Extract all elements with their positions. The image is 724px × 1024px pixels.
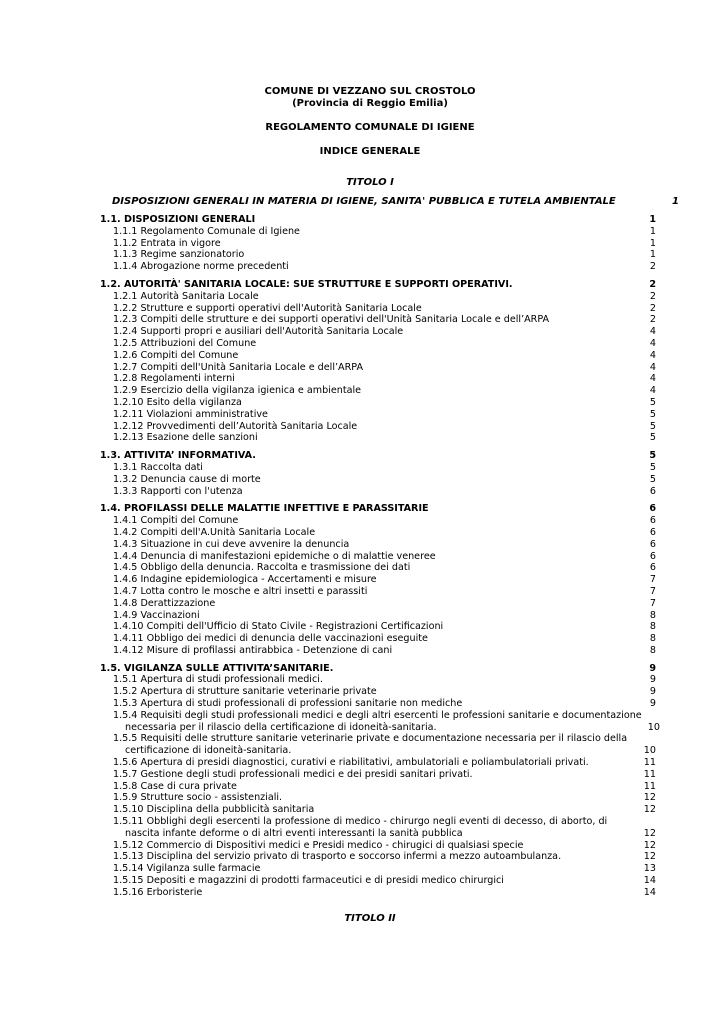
toc-entry[interactable] xyxy=(100,586,656,598)
toc-entry[interactable] xyxy=(100,238,656,250)
toc-entry-page: 4 xyxy=(649,373,656,385)
toc-entry-text: 1.5.16 Erboristerie xyxy=(113,886,203,898)
section-title: 1.1. DISPOSIZIONI GENERALI xyxy=(100,214,256,225)
toc-entry-line2 xyxy=(113,828,656,840)
part-page-number: 1 xyxy=(672,196,679,207)
toc-entry-page: 14 xyxy=(643,886,656,898)
toc-entry-text-line1: 1.5.4 Requisiti degli studi professionali medici e degli altri esercenti le professioni sanitarie e documentazione xyxy=(113,709,642,721)
toc-entry[interactable] xyxy=(100,462,656,474)
section-page: 6 xyxy=(649,503,656,515)
toc-entry-page: 11 xyxy=(643,780,656,792)
toc-entry[interactable] xyxy=(100,621,656,633)
toc-entry-page: 12 xyxy=(643,839,656,851)
toc-entry-text: 1.4.10 Compiti dell'Ufficio di Stato Civile - Registrazioni Certificazioni xyxy=(113,621,444,633)
toc-entry-page: 8 xyxy=(649,644,656,656)
toc-entry-page: 13 xyxy=(643,863,656,875)
toc-entry-page: 11 xyxy=(643,757,656,769)
toc-entry-multiline[interactable] xyxy=(100,733,656,757)
toc-entry-text: 1.4.3 Situazione in cui deve avvenire la denuncia xyxy=(113,538,350,550)
toc-entry[interactable] xyxy=(100,226,656,238)
section-page: 9 xyxy=(649,662,656,674)
section-heading[interactable] xyxy=(100,279,656,291)
section-title: 1.2. AUTORITÀ' SANITARIA LOCALE: SUE STRUTTURE E SUPPORTI OPERATIVI. xyxy=(100,278,513,290)
toc-entry[interactable] xyxy=(100,792,656,804)
toc-entry[interactable] xyxy=(100,551,656,563)
toc-entry-text: 1.5.10 Disciplina della pubblicità sanitaria xyxy=(113,804,315,816)
toc-entry[interactable] xyxy=(100,385,656,397)
toc-entry[interactable] xyxy=(100,326,656,338)
titolo-2-heading: TITOLO II xyxy=(344,913,396,924)
toc-entry[interactable] xyxy=(100,574,656,586)
toc-entry-text: 1.4.9 Vaccinazioni xyxy=(113,609,200,621)
toc-entry-text: 1.5.3 Apertura di studi professionali di professioni sanitarie non mediche xyxy=(113,698,463,710)
toc-entry-page: 9 xyxy=(649,686,656,698)
toc-entry-text: 1.1.2 Entrata in vigore xyxy=(113,237,221,249)
toc-entry-page: 6 xyxy=(649,485,656,497)
toc-entry-page: 8 xyxy=(649,633,656,645)
toc-entry-page: 9 xyxy=(649,698,656,710)
toc-entry-page: 8 xyxy=(649,621,656,633)
toc-entry-text: 1.4.5 Obbligo della denuncia. Raccolta e trasmissione dei dati xyxy=(113,562,411,574)
toc-entry-text: 1.2.6 Compiti del Comune xyxy=(113,349,239,361)
toc-entry-text-line2: certificazione di idoneità-sanitaria. xyxy=(125,745,292,757)
toc-entry-text: 1.4.1 Compiti del Comune xyxy=(113,515,239,527)
toc-entry-page: 2 xyxy=(649,314,656,326)
toc-entry-page: 4 xyxy=(649,385,656,397)
toc-entry-text-line1: 1.5.5 Requisiti delle strutture sanitarie veterinarie private e documentazione necessaria per il rilascio della xyxy=(113,733,628,745)
toc-entry[interactable] xyxy=(100,409,656,421)
toc-entry[interactable] xyxy=(100,350,656,362)
toc-entry-text: 1.3.2 Denuncia cause di morte xyxy=(113,473,261,485)
toc-entry-text: 1.5.13 Disciplina del servizio privato di trasporto e soccorso infermi a mezzo autoambulanza. xyxy=(113,851,562,863)
toc-entry[interactable] xyxy=(100,373,656,385)
toc-entry[interactable] xyxy=(100,804,656,816)
toc-entry-text: 1.2.2 Strutture e supporti operativi dell'Autorità Sanitaria Locale xyxy=(113,302,422,314)
toc-entry-text: 1.3.3 Rapporti con l'utenza xyxy=(113,485,243,497)
toc-entry-line2 xyxy=(113,722,660,734)
regulation-title: REGOLAMENTO COMUNALE DI IGIENE xyxy=(265,122,475,133)
toc-entry-page: 7 xyxy=(649,597,656,609)
section-page: 2 xyxy=(649,278,656,290)
toc-entry-text: 1.5.14 Vigilanza sulle farmacie xyxy=(113,863,261,875)
toc-entry[interactable] xyxy=(100,875,656,887)
toc-entry-text: 1.5.1 Apertura di studi professionali medici. xyxy=(113,674,323,686)
toc-entry[interactable] xyxy=(100,432,656,444)
toc-entry-text: 1.2.10 Esito della vigilanza xyxy=(113,396,242,408)
toc-entry[interactable] xyxy=(100,474,656,486)
toc-entry-page: 14 xyxy=(643,875,656,887)
toc-entry-page: 4 xyxy=(649,326,656,338)
toc-entry-text: 1.1.3 Regime sanzionatorio xyxy=(113,249,245,261)
toc-entry[interactable] xyxy=(100,539,656,551)
toc-entry-page: 4 xyxy=(649,349,656,361)
toc-entry[interactable] xyxy=(100,338,656,350)
toc-entry-text: 1.4.11 Obbligo dei medici di denuncia delle vaccinazioni eseguite xyxy=(113,633,428,645)
toc-entry-page: 12 xyxy=(643,851,656,863)
toc-entry[interactable] xyxy=(100,397,656,409)
toc-entry-text: 1.4.8 Derattizzazione xyxy=(113,597,216,609)
toc-entry[interactable] xyxy=(100,291,656,303)
section-page: 5 xyxy=(649,450,656,462)
toc-entry-multiline[interactable] xyxy=(100,816,656,840)
toc-entry-page: 5 xyxy=(649,461,656,473)
toc-entry-page: 9 xyxy=(649,674,656,686)
toc-entry[interactable] xyxy=(100,840,656,852)
section-heading[interactable] xyxy=(100,503,656,515)
toc-entry-text: 1.5.8 Case di cura private xyxy=(113,780,237,792)
toc-entry[interactable] xyxy=(100,769,656,781)
toc-entry-page: 4 xyxy=(649,361,656,373)
toc-entry-page: 11 xyxy=(643,768,656,780)
index-title: INDICE GENERALE xyxy=(319,146,421,157)
toc-entry-page: 10 xyxy=(643,745,656,757)
section-title: 1.3. ATTIVITA’ INFORMATIVA. xyxy=(100,450,256,462)
toc-entry[interactable] xyxy=(100,303,656,315)
toc-entry[interactable] xyxy=(100,515,656,527)
toc-entry-text: 1.1.4 Abrogazione norme precedenti xyxy=(113,261,289,273)
toc-entry-text: 1.1.1 Regolamento Comunale di Igiene xyxy=(113,225,300,237)
toc-entry-text: 1.2.11 Violazioni amministrative xyxy=(113,408,268,420)
toc-entry[interactable] xyxy=(100,645,656,657)
toc-entry-page: 6 xyxy=(649,538,656,550)
toc-entry-text: 1.5.12 Commercio di Dispositivi medici e Presidi medico - chirugici di qualsiasi specie xyxy=(113,839,524,851)
table-of-contents xyxy=(100,214,660,899)
toc-entry-page: 1 xyxy=(649,225,656,237)
toc-entry-page: 12 xyxy=(643,827,656,839)
toc-entry-text: 1.5.2 Apertura di strutture sanitarie veterinarie private xyxy=(113,686,377,698)
toc-entry-text: 1.5.9 Strutture socio - assistenziali. xyxy=(113,792,283,804)
toc-entry-page: 5 xyxy=(649,473,656,485)
toc-entry-text-line2: necessaria per il rilascio della certificazione di idoneità-sanitaria. xyxy=(125,721,437,733)
section-page: 1 xyxy=(649,214,656,225)
toc-entry-line2 xyxy=(113,745,656,757)
toc-entry-text: 1.4.7 Lotta contro le mosche e altri insetti e parassiti xyxy=(113,585,368,597)
toc-entry-text: 1.2.8 Regolamenti interni xyxy=(113,373,235,385)
toc-entry-page: 6 xyxy=(649,515,656,527)
titolo-1-heading: TITOLO I xyxy=(346,177,394,188)
section-heading[interactable] xyxy=(100,450,656,462)
toc-entry-text: 1.2.9 Esercizio della vigilanza igienica e ambientale xyxy=(113,385,362,397)
toc-entry-page: 7 xyxy=(649,585,656,597)
section-heading[interactable] xyxy=(100,214,656,226)
section-heading[interactable] xyxy=(100,663,656,675)
toc-entry[interactable] xyxy=(100,362,656,374)
toc-entry-page: 7 xyxy=(649,574,656,586)
toc-entry-text: 1.5.15 Depositi e magazzini di prodotti farmaceutici e di presidi medico chirurgici xyxy=(113,875,504,887)
toc-entry[interactable] xyxy=(100,698,656,710)
toc-entry[interactable] xyxy=(100,851,656,863)
toc-entry-page: 6 xyxy=(649,562,656,574)
toc-entry[interactable] xyxy=(100,781,656,793)
part-title: DISPOSIZIONI GENERALI IN MATERIA DI IGIENE, SANITA' PUBBLICA E TUTELA AMBIENTALE xyxy=(112,196,616,207)
toc-entry-page: 8 xyxy=(649,609,656,621)
toc-entry-multiline[interactable] xyxy=(100,709,660,734)
toc-entry[interactable] xyxy=(100,686,656,698)
toc-entry-text: 1.4.12 Misure di profilassi antirabbica - Detenzione di cani xyxy=(113,644,393,656)
section-title: 1.5. VIGILANZA SULLE ATTIVITA’SANITARIE. xyxy=(100,662,334,674)
municipality-name: COMUNE DI VEZZANO SUL CROSTOLO xyxy=(264,86,476,97)
toc-entry[interactable] xyxy=(100,562,656,574)
toc-entry-text: 1.2.12 Provvedimenti dell’Autorità Sanitaria Locale xyxy=(113,420,358,432)
toc-entry[interactable] xyxy=(100,249,656,261)
toc-entry-text: 1.5.6 Apertura di presidi diagnostici, curativi e riabilitativi, ambulatoriali e poliambulatoriali privati. xyxy=(113,757,589,769)
toc-entry-text-line1: 1.5.11 Obblighi degli esercenti la professione di medico - chirurgo negli eventi di decesso, di aborto, di xyxy=(113,816,608,828)
toc-entry-text: 1.4.2 Compiti dell'A.Unità Sanitaria Locale xyxy=(113,526,316,538)
toc-entry[interactable] xyxy=(100,757,656,769)
toc-entry-text: 1.2.13 Esazione delle sanzioni xyxy=(113,432,258,444)
toc-entry[interactable] xyxy=(100,421,656,433)
toc-entry[interactable] xyxy=(100,486,656,498)
toc-entry[interactable] xyxy=(100,610,656,622)
toc-entry[interactable] xyxy=(100,633,656,645)
toc-entry[interactable] xyxy=(100,261,656,273)
province-name: (Provincia di Reggio Emilia) xyxy=(292,98,448,109)
toc-entry[interactable] xyxy=(100,527,656,539)
toc-entry-page: 5 xyxy=(649,432,656,444)
toc-entry-page: 5 xyxy=(649,420,656,432)
toc-entry-page: 5 xyxy=(649,408,656,420)
toc-entry-text: 1.2.4 Supporti propri e ausiliari dell'Autorità Sanitaria Locale xyxy=(113,326,404,338)
toc-entry[interactable] xyxy=(100,887,656,899)
toc-entry-page: 4 xyxy=(649,337,656,349)
toc-entry-page: 12 xyxy=(643,804,656,816)
toc-entry-text: 1.2.7 Compiti dell'Unità Sanitaria Locale e dell’ARPA xyxy=(113,361,364,373)
toc-entry-text: 1.3.1 Raccolta dati xyxy=(113,461,203,473)
toc-entry[interactable] xyxy=(100,863,656,875)
section-title: 1.4. PROFILASSI DELLE MALATTIE INFETTIVE E PARASSITARIE xyxy=(100,503,429,515)
toc-entry-page: 5 xyxy=(649,396,656,408)
toc-entry-page: 2 xyxy=(649,302,656,314)
toc-entry[interactable] xyxy=(100,314,656,326)
toc-entry-text: 1.4.4 Denuncia di manifestazioni epidemiche o di malattie veneree xyxy=(113,550,436,562)
toc-entry-text-line2: nascita infante deforme o di altri eventi interessanti la sanità pubblica xyxy=(125,827,463,839)
toc-entry-text: 1.2.5 Attribuzioni del Comune xyxy=(113,337,257,349)
toc-entry[interactable] xyxy=(100,598,656,610)
toc-entry[interactable] xyxy=(100,674,656,686)
toc-entry-page: 10 xyxy=(647,721,660,733)
toc-entry-page: 2 xyxy=(649,261,656,273)
toc-entry-page: 12 xyxy=(643,792,656,804)
toc-entry-text: 1.2.3 Compiti delle strutture e dei supporti operativi dell'Unità Sanitaria Locale e dell’ARPA xyxy=(113,314,550,326)
toc-entry-text: 1.4.6 Indagine epidemiologica - Accertamenti e misure xyxy=(113,574,377,586)
toc-entry-text: 1.5.7 Gestione degli studi professionali medici e dei presidi sanitari privati. xyxy=(113,768,473,780)
toc-entry-page: 6 xyxy=(649,550,656,562)
toc-entry-page: 2 xyxy=(649,290,656,302)
toc-entry-page: 1 xyxy=(649,249,656,261)
toc-entry-page: 6 xyxy=(649,526,656,538)
toc-entry-text: 1.2.1 Autorità Sanitaria Locale xyxy=(113,290,259,302)
toc-entry-page: 1 xyxy=(649,237,656,249)
